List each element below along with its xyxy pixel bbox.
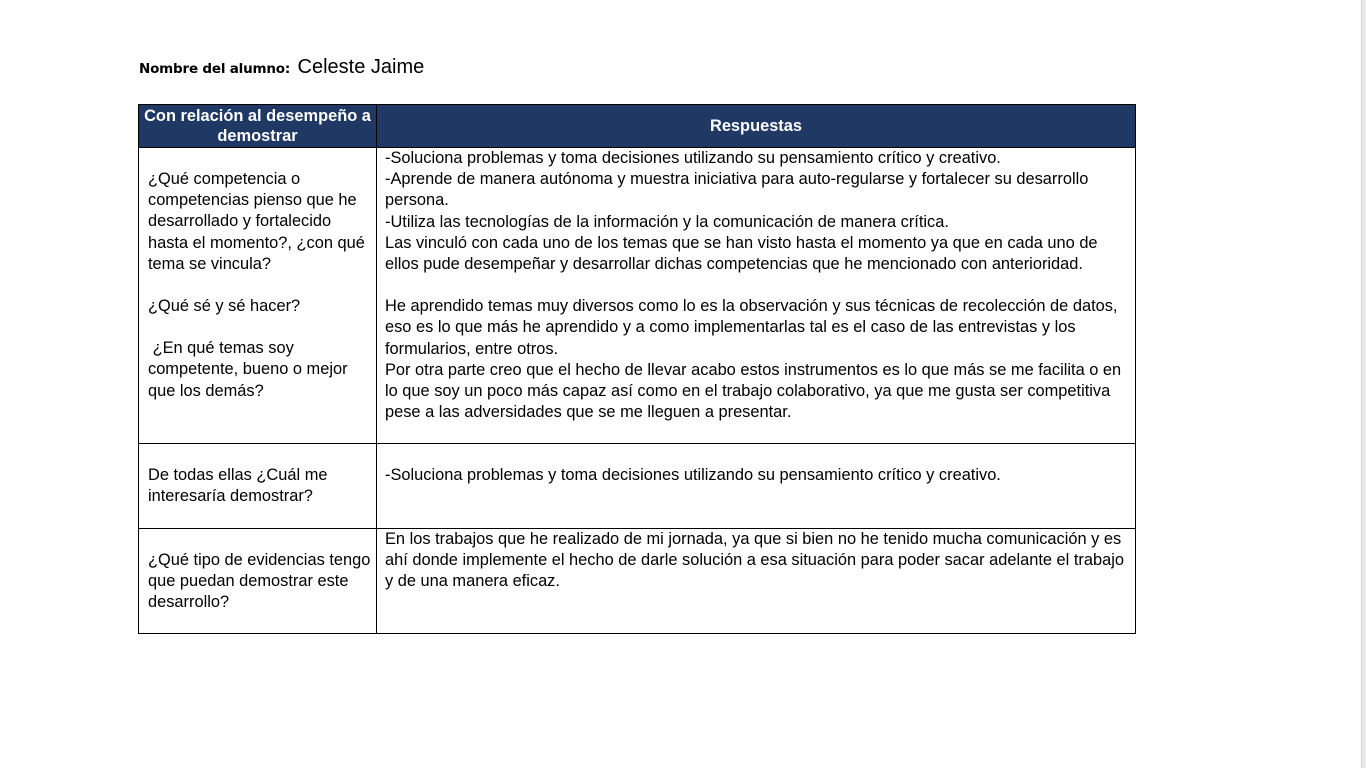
question-evidence: ¿Qué tipo de evidencias tengo que puedan demostrar este desarrollo? bbox=[148, 551, 371, 612]
answer-cell bbox=[377, 444, 1136, 529]
viewer-right-edge bbox=[1361, 0, 1366, 768]
table-row bbox=[139, 529, 1136, 634]
answer-strengths: Por otra parte creo que el hecho de llevar acabo estos instrumentos es lo que más se me facilita o en lo que soy un poco más capaz así como en el trabajo colaborativo, ya que me gusta ser competitiva pese a las adversidades que se me lleguen a presentar. bbox=[385, 360, 1122, 422]
header-answers: Respuestas bbox=[377, 105, 1136, 148]
question-competencies: ¿Qué competencia o competencias pienso que he desarrollado y fortalecido hasta el momento?, ¿con qué tema se vincula? bbox=[148, 170, 365, 273]
question-cell bbox=[139, 444, 377, 529]
answer-competency-2: -Aprende de manera autónoma y muestra iniciativa para auto-regularse y fortalecer su desarrollo persona. bbox=[385, 170, 1089, 210]
student-name-label: Nombre del alumno: bbox=[139, 61, 291, 77]
question-competent-topics: ¿En qué temas soy competente, bueno o mejor que los demás? bbox=[148, 339, 353, 400]
question-know-how: ¿Qué sé y sé hacer? bbox=[148, 297, 301, 316]
answer-evidence: En los trabajos que he realizado de mi jornada, ya que si bien no he tenido mucha comunicación y es ahí donde implemente el hecho de darle solución a esa situación para poder sacar adelante el trabajo y de una manera eficaz. bbox=[385, 530, 1124, 591]
competency-table bbox=[138, 104, 1136, 634]
table-row bbox=[139, 444, 1136, 529]
answer-competency-1: -Soluciona problemas y toma decisiones utilizando su pensamiento crítico y creativo. bbox=[385, 149, 1001, 167]
student-name-value: Celeste Jaime bbox=[297, 56, 425, 78]
table-header-row bbox=[139, 105, 1136, 148]
answer-learned-topics: He aprendido temas muy diversos como lo es la observación y sus técnicas de recolección de datos, eso es lo que más he aprendido y a como implementarlas tal es el caso de las entrevistas y los formularios, entre otros. bbox=[385, 297, 1118, 358]
question-cell bbox=[139, 148, 377, 444]
question-cell bbox=[139, 529, 377, 634]
student-name-line bbox=[139, 56, 424, 79]
answer-cell bbox=[377, 529, 1136, 634]
question-interest: De todas ellas ¿Cuál me interesaría demostrar? bbox=[148, 466, 328, 506]
header-performance: Con relación al desempeño a demostrar bbox=[139, 105, 377, 148]
answer-interest: -Soluciona problemas y toma decisiones utilizando su pensamiento crítico y creativo. bbox=[385, 466, 1001, 484]
table-row bbox=[139, 148, 1136, 444]
answer-competency-3: -Utiliza las tecnologías de la información y la comunicación de manera crítica. bbox=[385, 212, 949, 231]
answer-link-topics: Las vinculó con cada uno de los temas que se han visto hasta el momento ya que en cada uno de ellos pude desempeñar y desarrollar dichas competencias que he mencionado con anterioridad. bbox=[385, 233, 1098, 274]
answer-cell bbox=[377, 148, 1136, 444]
